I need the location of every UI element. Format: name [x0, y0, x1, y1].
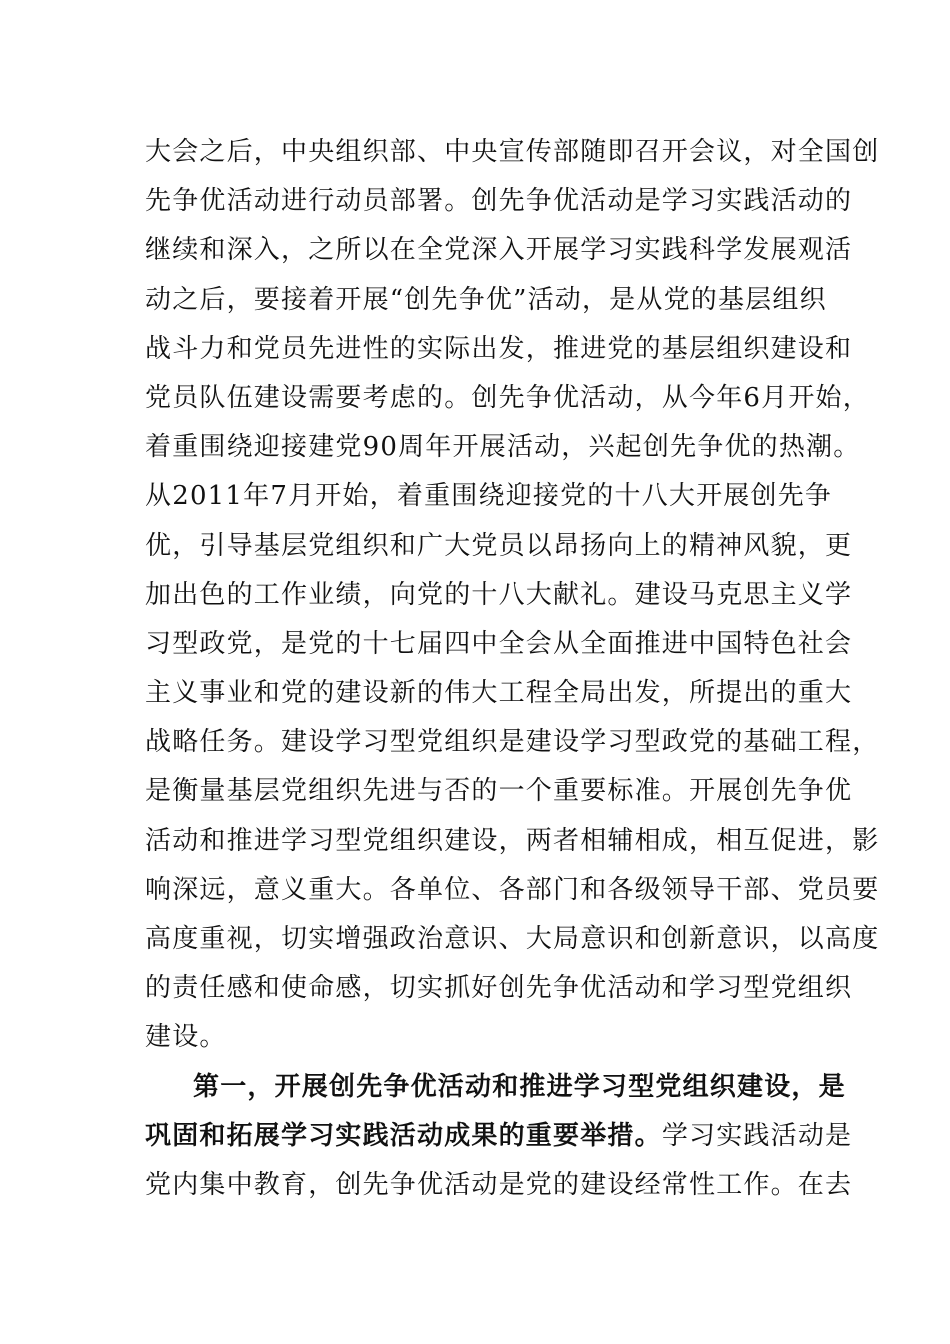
text-line: 党内集中教育，创先争优活动是党的建设经常性工作。在去 — [145, 1169, 853, 1200]
text-line: 活动和推进学习型党组织建设，两者相辅相成，相互促进，影 — [145, 825, 880, 856]
text-line: 先争优活动进行动员部署。创先争优活动是学习实践活动的 — [145, 186, 853, 217]
text-line: 继续和深入，之所以在全党深入开展学习实践科学发展观活 — [145, 235, 853, 266]
text-line: 从2011年7月开始，着重围绕迎接党的十八大开展创先争 — [145, 481, 833, 512]
section-heading: 第一，开展创先争优活动和推进学习型党组织建设，是 — [193, 1071, 846, 1102]
text-line: 党员队伍建设需要考虑的。创先争优活动，从今年6月开始， — [145, 382, 870, 413]
text-line: 战斗力和党员先进性的实际出发，推进党的基层组织建设和 — [145, 333, 853, 364]
text-line: 优，引导基层党组织和广大党员以昂扬向上的精神风貌，更 — [145, 530, 853, 561]
text-line: 着重围绕迎接建党90周年开展活动，兴起创先争优的热潮。 — [145, 432, 861, 463]
text-line: 加出色的工作业绩，向党的十八大献礼。建设马克思主义学 — [145, 579, 853, 610]
section-heading-bold-text: 巩固和拓展学习实践活动成果的重要举措。 — [145, 1120, 662, 1151]
section-body-text: 学习实践活动是 — [661, 1120, 853, 1151]
text-line: 主义事业和党的建设新的伟大工程全局出发，所提出的重大 — [145, 678, 853, 709]
text-line: 战略任务。建设学习型党组织是建设学习型政党的基础工程， — [145, 727, 880, 758]
text-line: 响深远，意义重大。各单位、各部门和各级领导干部、党员要 — [145, 874, 880, 905]
section-heading-continuation — [145, 1112, 853, 1161]
text-line: 大会之后，中央组织部、中央宣传部随即召开会议，对全国创 — [145, 137, 880, 167]
text-line: 是衡量基层党组织先进与否的一个重要标准。开展创先争优 — [145, 776, 853, 807]
text-line: 的责任感和使命感，切实抓好创先争优活动和学习型党组织 — [145, 973, 853, 1004]
text-line: 建设。 — [145, 1022, 227, 1053]
text-line: 习型政党，是党的十七届四中全会从全面推进中国特色社会 — [145, 628, 853, 659]
body-text — [145, 128, 880, 1210]
text-line: 高度重视，切实增强政治意识、大局意识和创新意识，以高度 — [145, 924, 880, 954]
text-line: 动之后，要接着开展“创先争优”活动，是从党的基层组织 — [145, 284, 827, 315]
